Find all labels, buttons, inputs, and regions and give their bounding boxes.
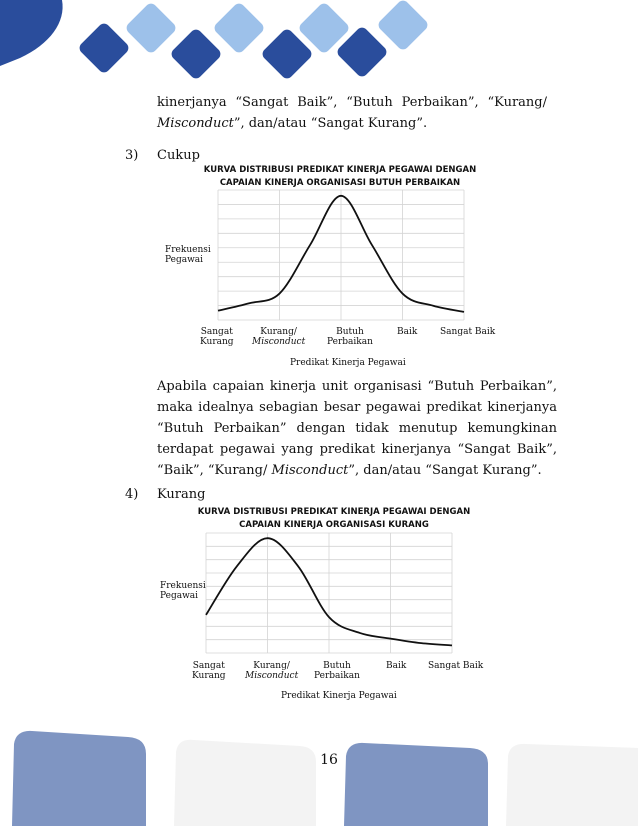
footer-shape-3 [344, 743, 488, 826]
item-3-number: 3) [125, 148, 139, 163]
chart-2-ylabel-line-1: Frekuensi [160, 581, 206, 591]
chart-2-cat-kurang-l2-em: Misconduct [245, 671, 299, 681]
paragraph-3-line-5b: ”, dan/atau “Sangat Kurang”. [348, 463, 542, 478]
chart-2-cat-sangat-kurang [192, 661, 226, 681]
chart-1-cat-sangat-kurang-l2: Kurang [200, 337, 234, 347]
chart-1-cat-butuh [327, 327, 373, 347]
chart-2-xlabel: Predikat Kinerja Pegawai [281, 691, 397, 701]
paragraph-3-line-5a: “Baik”, “Kurang/ [157, 463, 272, 478]
chart-2-title [164, 506, 504, 532]
chart-2-cat-kurang-l2 [245, 671, 298, 681]
paragraph-3 [157, 376, 557, 481]
chart-2-ylabel-line-2: Pegawai [160, 591, 199, 601]
chart-2-cat-sangat-baik: Sangat Baik [428, 661, 484, 671]
page-number: 16 [320, 752, 338, 768]
chart-2-cat-butuh-l1: Butuh [323, 661, 351, 671]
diamond-dark-2 [169, 27, 223, 81]
intro-paragraph [157, 92, 547, 134]
chart-1-cat-kurang-l2-em: Misconduct [252, 337, 306, 347]
diamond-dark-1 [77, 21, 131, 75]
paragraph-3-line-3: “Butuh Perbaikan” dengan tidak menutup kemungkinan [157, 421, 557, 436]
footer-decoration [0, 728, 638, 826]
diamond-light-4 [376, 0, 430, 52]
chart-2-plot [206, 533, 452, 653]
chart-2-cat-butuh-l2: Perbaikan [314, 671, 360, 681]
chart-1-cat-kurang [252, 327, 305, 347]
chart-2-cat-baik: Baik [386, 661, 407, 671]
item-3-label: Cukup [157, 148, 200, 163]
footer-shape-1 [12, 731, 146, 826]
paragraph-3-line-2: maka idealnya sebagian besar pegawai predikat kinerjanya [157, 400, 557, 415]
intro-line-2-em: Misconduct [157, 116, 234, 131]
chart-1-plot [218, 190, 464, 320]
chart-2-cat-butuh [314, 661, 360, 681]
paragraph-3-line-4: terdapat pegawai yang predikat kinerjanya “Sangat Baik”, [157, 442, 557, 457]
item-4-label: Kurang [157, 487, 206, 502]
item-4-number: 4) [125, 487, 139, 502]
chart-1-title [170, 164, 510, 190]
header-decoration [0, 0, 638, 90]
intro-line-2 [157, 113, 547, 134]
chart-2-cat-sangat-kurang-l2: Kurang [192, 671, 226, 681]
chart-1-xlabel: Predikat Kinerja Pegawai [290, 358, 406, 368]
chart-1-cat-baik: Baik [397, 327, 418, 337]
intro-line-2-rest: ”, dan/atau “Sangat Kurang”. [233, 116, 428, 131]
chart-1-grid [218, 190, 464, 320]
chart-1-title-line-2: CAPAIAN KINERJA ORGANISASI BUTUH PERBAIKAN [219, 178, 461, 188]
chart-2-title-line-2: CAPAIAN KINERJA ORGANISASI KURANG [239, 520, 429, 530]
chart-2-ylabel [160, 581, 206, 601]
corner-shape [0, 0, 63, 66]
chart-1-cat-butuh-l2: Perbaikan [327, 337, 373, 347]
chart-1-ylabel-line-1: Frekuensi [165, 245, 211, 255]
chart-1-cat-kurang-l2 [252, 337, 305, 347]
diamond-light-2 [212, 1, 266, 55]
chart-1-ylabel [165, 245, 211, 265]
diamond-light-1 [124, 1, 178, 55]
footer-shape-4 [506, 744, 638, 826]
chart-2-grid [206, 533, 452, 653]
footer-shape-2 [174, 740, 316, 826]
chart-2-cat-sangat-kurang-l1: Sangat [192, 661, 225, 671]
chart-2-cat-kurang [245, 661, 298, 681]
chart-1-cat-sangat-kurang-l1: Sangat [200, 327, 233, 337]
paragraph-3-line-5 [157, 460, 557, 481]
chart-1-title-line-1: KURVA DISTRIBUSI PREDIKAT KINERJA PEGAWAI DENGAN [203, 165, 477, 175]
chart-1-cat-kurang-l1: Kurang/ [260, 327, 297, 337]
chart-1-cat-butuh-l1: Butuh [336, 327, 364, 337]
chart-2-cat-kurang-l1: Kurang/ [253, 661, 290, 671]
chart-1-cat-sangat-kurang [200, 327, 234, 347]
chart-2-title-line-1: KURVA DISTRIBUSI PREDIKAT KINERJA PEGAWAI DENGAN [197, 507, 471, 517]
paragraph-3-line-5-em: Misconduct [271, 463, 349, 478]
chart-1-cat-sangat-baik: Sangat Baik [440, 327, 496, 337]
chart-1-ylabel-line-2: Pegawai [165, 255, 204, 265]
paragraph-3-line-1: Apabila capaian kinerja unit organisasi “Butuh Perbaikan”, [157, 379, 557, 394]
intro-line-1: kinerjanya “Sangat Baik”, “Butuh Perbaikan”, “Kurang/ [157, 95, 547, 110]
